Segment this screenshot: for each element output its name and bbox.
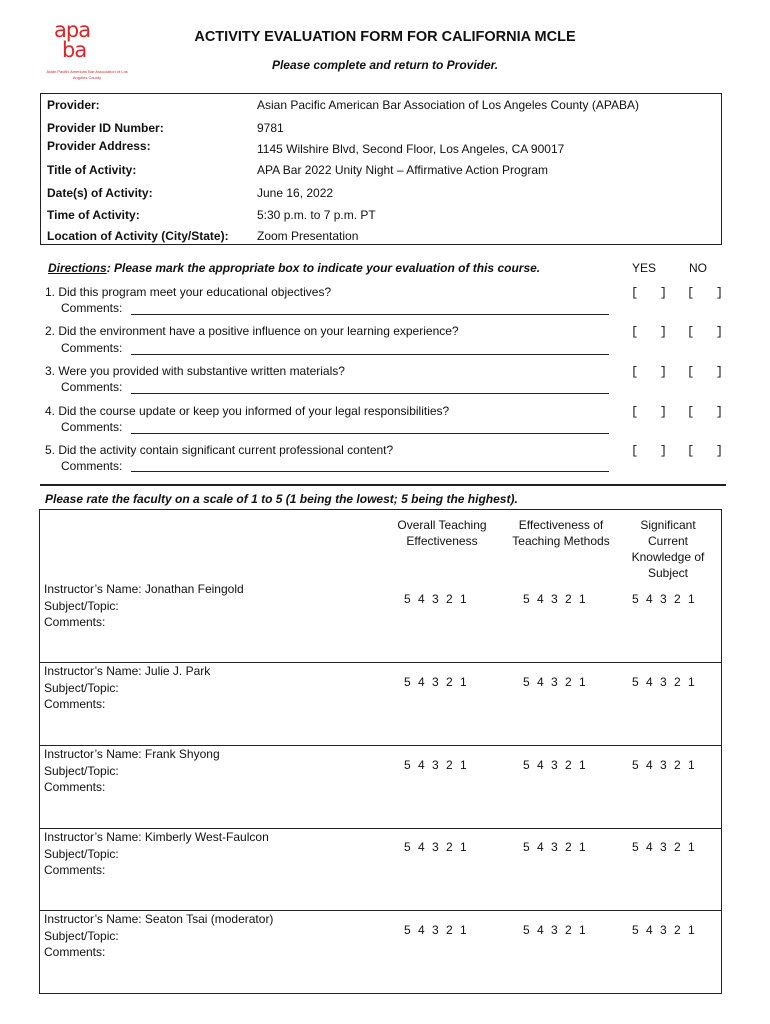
comments-label: Comments: bbox=[44, 615, 106, 629]
provider-id-value: 9781 bbox=[257, 121, 284, 135]
directions-lead: Directions bbox=[48, 261, 107, 275]
question-text: 1. Did this program meet your educational objectives? bbox=[45, 285, 332, 299]
instructor-name-line bbox=[44, 746, 220, 763]
comments-label: Comments: bbox=[61, 420, 123, 434]
activity-location-value: Zoom Presentation bbox=[257, 229, 359, 243]
comments-label: Comments: bbox=[61, 301, 123, 315]
form-title: ACTIVITY EVALUATION FORM FOR CALIFORNIA MCLE bbox=[194, 29, 576, 45]
activity-location-label: Location of Activity (City/State): bbox=[47, 229, 229, 243]
comments-label: Comments: bbox=[44, 780, 106, 794]
rating-overall[interactable]: 5 4 3 2 1 bbox=[404, 840, 467, 854]
rating-overall[interactable]: 5 4 3 2 1 bbox=[404, 592, 467, 606]
comments-label: Comments: bbox=[44, 863, 106, 877]
subject-label: Subject/Topic: bbox=[44, 598, 119, 613]
no-checkbox[interactable]: [ ] bbox=[687, 405, 724, 419]
directions bbox=[48, 261, 540, 275]
no-checkbox[interactable]: [ ] bbox=[687, 444, 724, 458]
activity-dates-value: June 16, 2022 bbox=[257, 186, 334, 200]
rating-methods[interactable]: 5 4 3 2 1 bbox=[523, 758, 586, 772]
instructor-info bbox=[44, 581, 244, 631]
subject-label: Subject/Topic: bbox=[44, 846, 119, 861]
yes-checkbox[interactable]: [ ] bbox=[631, 405, 668, 419]
instructor-info bbox=[44, 663, 210, 713]
rating-overall[interactable]: 5 4 3 2 1 bbox=[404, 923, 467, 937]
rating-knowledge[interactable]: 5 4 3 2 1 bbox=[632, 675, 695, 689]
provider-label: Provider: bbox=[47, 98, 100, 112]
comments-field[interactable] bbox=[131, 354, 609, 355]
question-text: 4. Did the course update or keep you informed of your legal responsibilities? bbox=[45, 404, 450, 418]
rating-overall[interactable]: 5 4 3 2 1 bbox=[404, 758, 467, 772]
provider-address-label: Provider Address: bbox=[47, 139, 151, 153]
logo-line-1: apa bbox=[54, 18, 91, 42]
activity-time-label: Time of Activity: bbox=[47, 208, 140, 222]
rating-methods[interactable]: 5 4 3 2 1 bbox=[523, 675, 586, 689]
col-header-knowledge: Significant Current Knowledge of Subject bbox=[631, 518, 705, 580]
instructor-name: Seaton Tsai (moderator) bbox=[144, 912, 274, 926]
subject-label: Subject/Topic: bbox=[44, 680, 119, 695]
comments-label: Comments: bbox=[61, 459, 123, 473]
directions-text: : Please mark the appropriate box to indicate your evaluation of this course. bbox=[106, 261, 541, 275]
no-header: NO bbox=[689, 261, 707, 275]
logo-tagline: Asian Pacific American Bar Association of Los Angeles County bbox=[46, 69, 128, 80]
provider-value: Asian Pacific American Bar Association of Los Angeles County (APABA) bbox=[257, 98, 639, 112]
rating-knowledge[interactable]: 5 4 3 2 1 bbox=[632, 758, 695, 772]
activity-title-value: APA Bar 2022 Unity Night – Affirmative Action Program bbox=[257, 163, 549, 177]
logo-line-2: ba bbox=[62, 38, 87, 62]
subject-label: Subject/Topic: bbox=[44, 928, 119, 943]
no-checkbox[interactable]: [ ] bbox=[687, 286, 724, 300]
activity-dates-label: Date(s) of Activity: bbox=[47, 186, 153, 200]
rating-instruction: Please rate the faculty on a scale of 1 to 5 (1 being the lowest; 5 being the highest). bbox=[45, 492, 518, 506]
name-prefix: Instructor’s Name: bbox=[44, 747, 145, 761]
yes-checkbox[interactable]: [ ] bbox=[631, 444, 668, 458]
no-checkbox[interactable]: [ ] bbox=[687, 325, 724, 339]
rating-overall[interactable]: 5 4 3 2 1 bbox=[404, 675, 467, 689]
yes-checkbox[interactable]: [ ] bbox=[631, 325, 668, 339]
comments-field[interactable] bbox=[131, 314, 609, 315]
instructor-name: Jonathan Feingold bbox=[144, 582, 244, 596]
name-prefix: Instructor’s Name: bbox=[44, 830, 145, 844]
rating-methods[interactable]: 5 4 3 2 1 bbox=[523, 923, 586, 937]
section-divider bbox=[40, 484, 726, 486]
instructor-name-line bbox=[44, 829, 269, 846]
yes-checkbox[interactable]: [ ] bbox=[631, 365, 668, 379]
comments-label: Comments: bbox=[61, 341, 123, 355]
comments-label: Comments: bbox=[61, 380, 123, 394]
yes-header: YES bbox=[632, 261, 657, 275]
question-text: 5. Did the activity contain significant current professional content? bbox=[45, 443, 394, 457]
instructor-name: Kimberly West-Faulcon bbox=[144, 830, 269, 844]
rating-methods[interactable]: 5 4 3 2 1 bbox=[523, 840, 586, 854]
instructor-name-line bbox=[44, 663, 210, 680]
faculty-rating-table bbox=[39, 509, 722, 994]
rating-knowledge[interactable]: 5 4 3 2 1 bbox=[632, 840, 695, 854]
instructor-info bbox=[44, 911, 273, 961]
rating-methods[interactable]: 5 4 3 2 1 bbox=[523, 592, 586, 606]
name-prefix: Instructor’s Name: bbox=[44, 664, 145, 678]
col-header-methods: Effectiveness of Teaching Methods bbox=[512, 518, 610, 548]
instructor-name: Julie J. Park bbox=[144, 664, 211, 678]
question-text: 3. Were you provided with substantive written materials? bbox=[45, 364, 345, 378]
question-text: 2. Did the environment have a positive influence on your learning experience? bbox=[45, 324, 459, 338]
activity-info-box bbox=[40, 93, 722, 245]
comments-field[interactable] bbox=[131, 433, 609, 434]
activity-time-value: 5:30 p.m. to 7 p.m. PT bbox=[257, 208, 376, 222]
comments-label: Comments: bbox=[44, 697, 106, 711]
activity-title-label: Title of Activity: bbox=[47, 163, 137, 177]
rating-knowledge[interactable]: 5 4 3 2 1 bbox=[632, 592, 695, 606]
provider-id-label: Provider ID Number: bbox=[47, 121, 164, 135]
form-subtitle: Please complete and return to Provider. bbox=[271, 58, 499, 72]
rating-knowledge[interactable]: 5 4 3 2 1 bbox=[632, 923, 695, 937]
instructor-info bbox=[44, 746, 220, 796]
yes-checkbox[interactable]: [ ] bbox=[631, 286, 668, 300]
instructor-info bbox=[44, 829, 269, 879]
instructor-name-line bbox=[44, 581, 244, 598]
comments-label: Comments: bbox=[44, 945, 106, 959]
comments-field[interactable] bbox=[131, 393, 609, 394]
comments-field[interactable] bbox=[131, 471, 609, 472]
subject-label: Subject/Topic: bbox=[44, 763, 119, 778]
name-prefix: Instructor’s Name: bbox=[44, 912, 145, 926]
col-header-overall: Overall Teaching Effectiveness bbox=[397, 518, 487, 548]
provider-address-value: 1145 Wilshire Blvd, Second Floor, Los Angeles, CA 90017 bbox=[257, 142, 565, 156]
instructor-name-line bbox=[44, 911, 273, 928]
name-prefix: Instructor’s Name: bbox=[44, 582, 145, 596]
no-checkbox[interactable]: [ ] bbox=[687, 365, 724, 379]
instructor-name: Frank Shyong bbox=[144, 747, 220, 761]
